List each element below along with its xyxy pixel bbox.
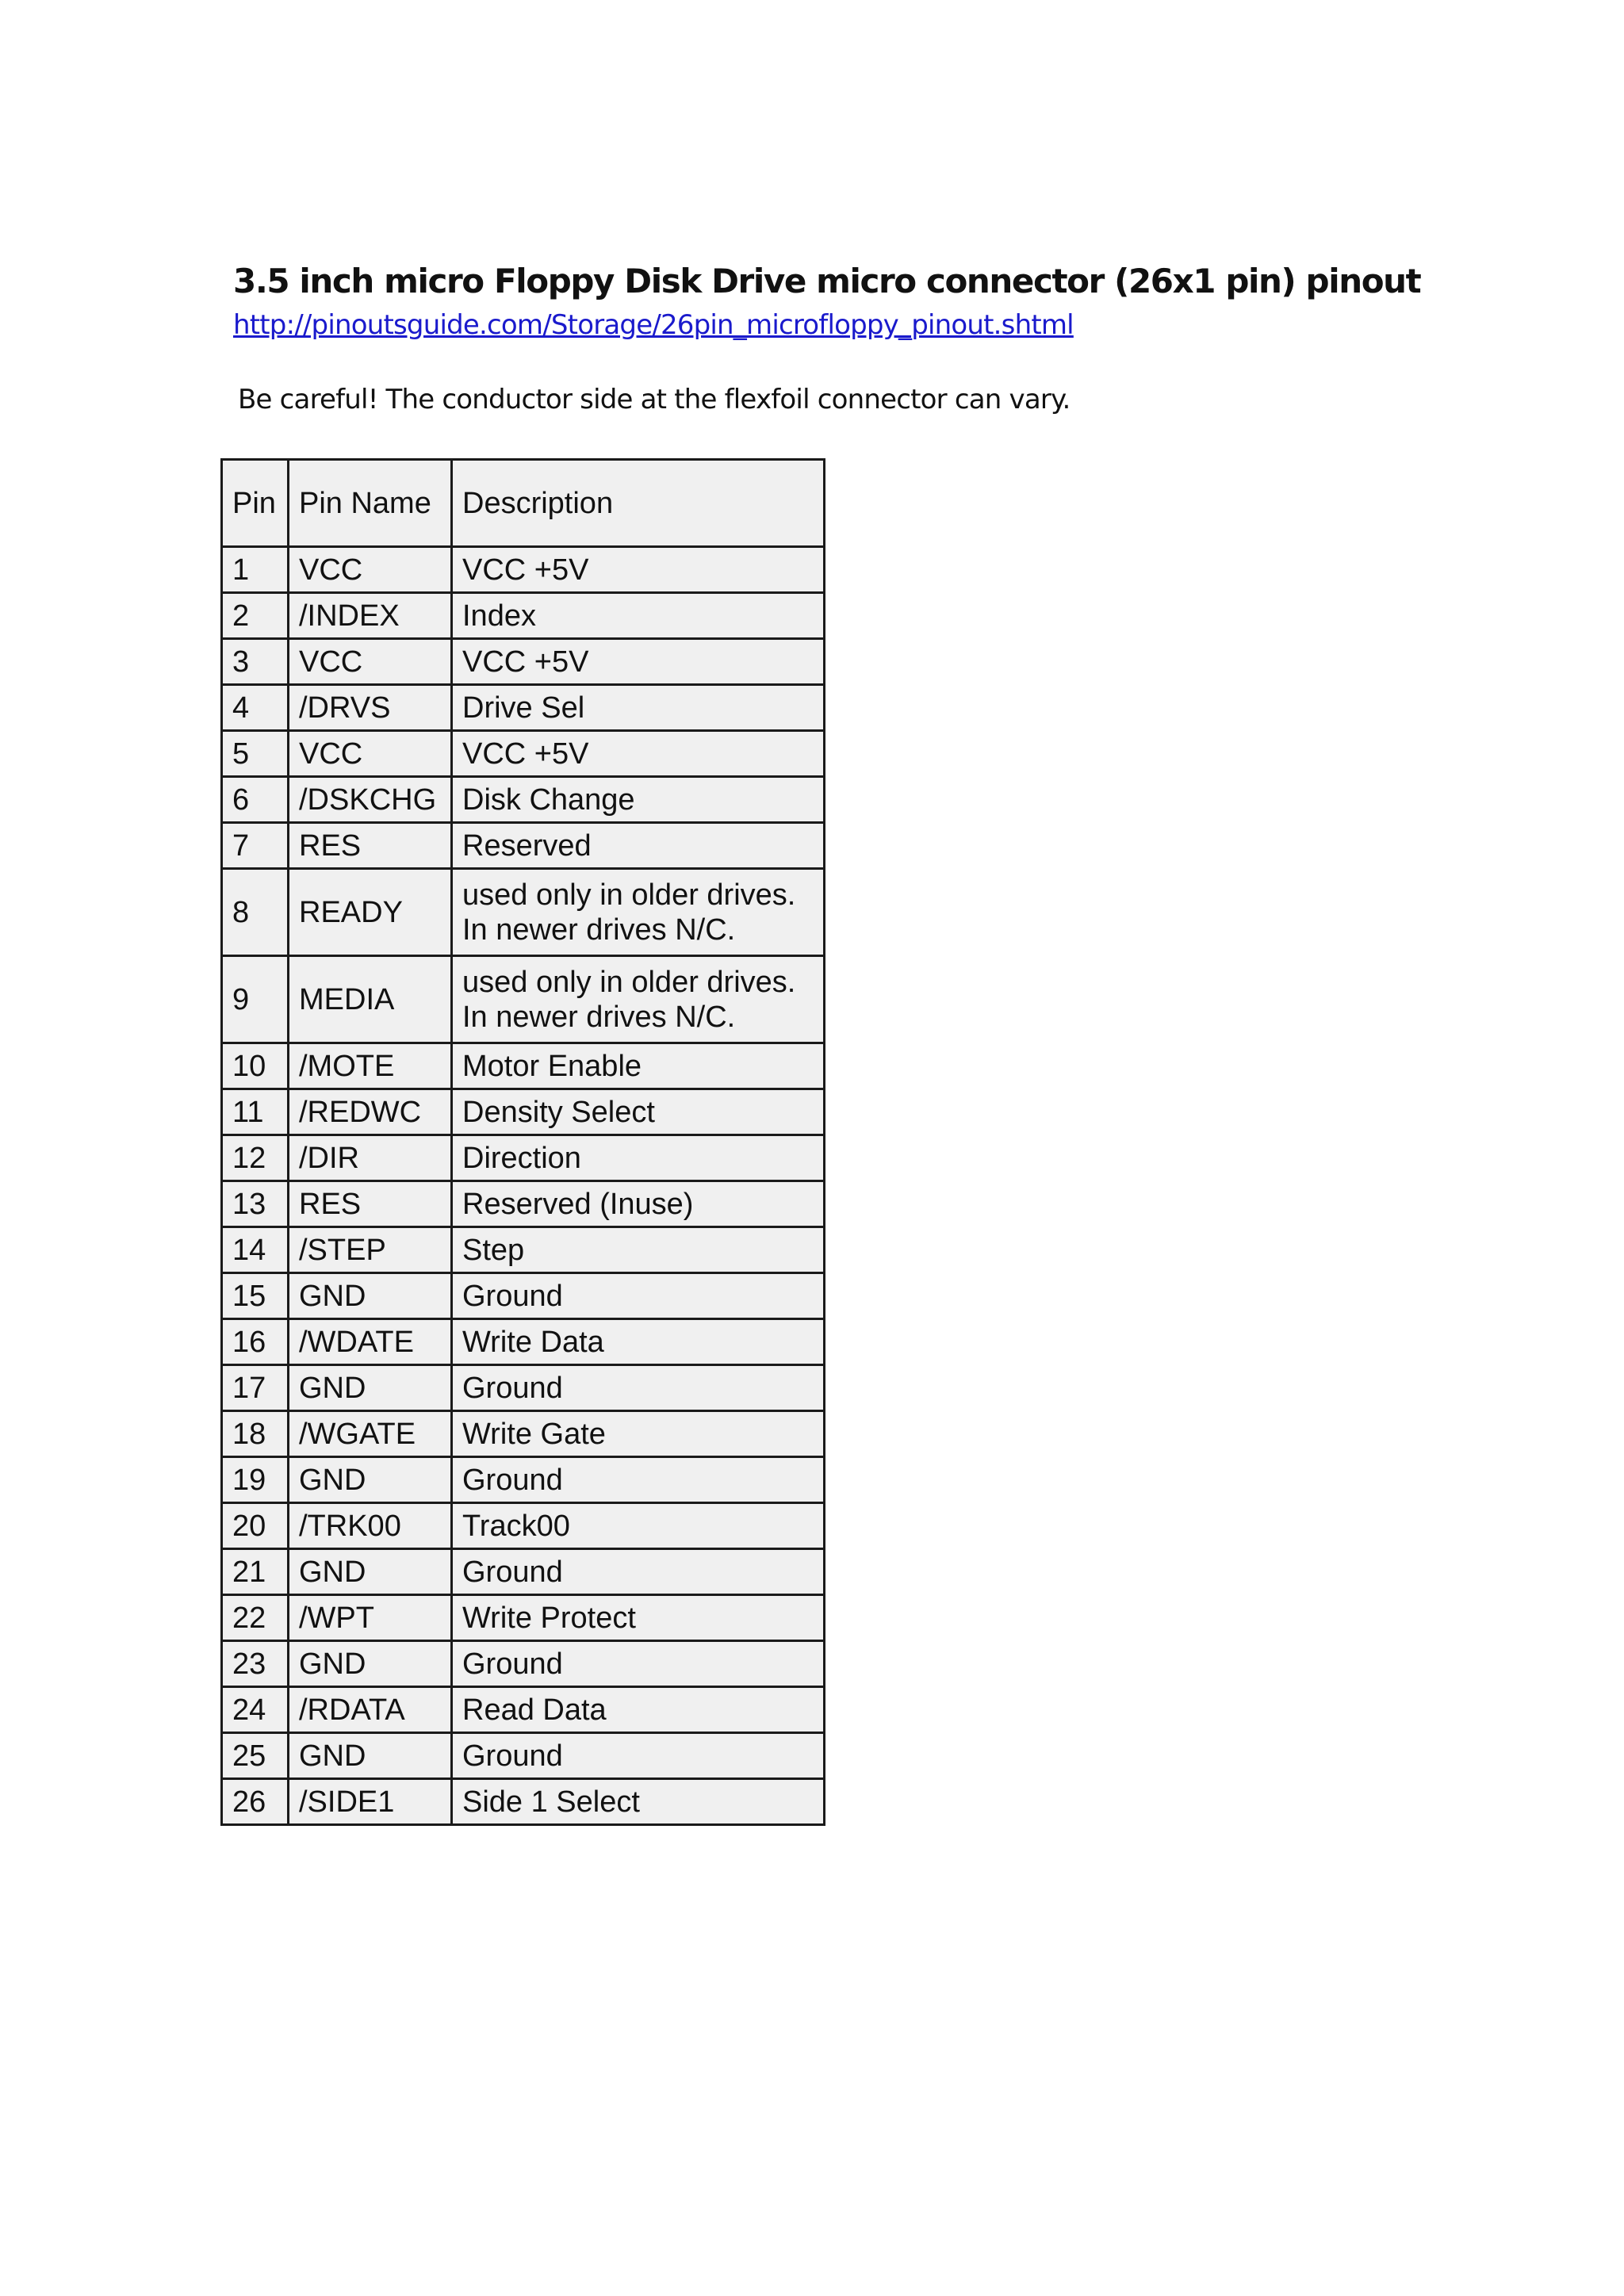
- table-row: [222, 1227, 825, 1273]
- pin-name-cell: /TRK00: [289, 1503, 452, 1549]
- table-row: [222, 1641, 825, 1687]
- pin-number-cell: 21: [222, 1549, 289, 1595]
- pin-number-cell: 8: [222, 869, 289, 956]
- pin-description-cell: Ground: [452, 1549, 825, 1595]
- pin-description-cell: Reserved: [452, 823, 825, 869]
- page-title: 3.5 inch micro Floppy Disk Drive micro connector (26x1 pin) pinout: [233, 262, 1421, 300]
- warning-note: Be careful! The conductor side at the flexfoil connector can vary.: [238, 384, 1071, 415]
- table-row: [222, 1411, 825, 1457]
- table-row: [222, 1457, 825, 1503]
- table-row: [222, 1503, 825, 1549]
- pin-name-cell: VCC: [289, 547, 452, 593]
- pin-name-cell: /DIR: [289, 1135, 452, 1181]
- header-description: Description: [452, 460, 825, 547]
- pin-name-cell: /WPT: [289, 1595, 452, 1641]
- pin-description-cell: Read Data: [452, 1687, 825, 1733]
- pin-number-cell: 6: [222, 777, 289, 823]
- pin-name-cell: RES: [289, 823, 452, 869]
- pin-name-cell: READY: [289, 869, 452, 956]
- pin-number-cell: 9: [222, 956, 289, 1043]
- table-row: [222, 956, 825, 1043]
- pin-number-cell: 20: [222, 1503, 289, 1549]
- pin-description-cell: Ground: [452, 1457, 825, 1503]
- pin-number-cell: 25: [222, 1733, 289, 1779]
- pin-number-cell: 18: [222, 1411, 289, 1457]
- pin-description-cell: Ground: [452, 1641, 825, 1687]
- pin-description-cell: VCC +5V: [452, 639, 825, 685]
- table-row: [222, 1319, 825, 1365]
- table-header-row: [222, 460, 825, 547]
- pin-name-cell: /DRVS: [289, 685, 452, 731]
- pin-number-cell: 4: [222, 685, 289, 731]
- pin-name-cell: RES: [289, 1181, 452, 1227]
- table-row: [222, 1181, 825, 1227]
- pin-description-cell: used only in older drives. In newer drives N/C.: [452, 869, 825, 956]
- table-row: [222, 1135, 825, 1181]
- pin-number-cell: 24: [222, 1687, 289, 1733]
- pin-number-cell: 16: [222, 1319, 289, 1365]
- pin-number-cell: 14: [222, 1227, 289, 1273]
- header-pin: Pin: [222, 460, 289, 547]
- pinout-table-body: [222, 547, 825, 1825]
- pin-name-cell: /WDATE: [289, 1319, 452, 1365]
- pin-name-cell: GND: [289, 1733, 452, 1779]
- pin-description-cell: Disk Change: [452, 777, 825, 823]
- pin-name-cell: /RDATA: [289, 1687, 452, 1733]
- table-row: [222, 639, 825, 685]
- pin-number-cell: 5: [222, 731, 289, 777]
- header-pin-name: Pin Name: [289, 460, 452, 547]
- table-row: [222, 1273, 825, 1319]
- pin-description-cell: Ground: [452, 1365, 825, 1411]
- pin-name-cell: GND: [289, 1457, 452, 1503]
- table-row: [222, 1089, 825, 1135]
- table-row: [222, 1043, 825, 1089]
- pin-description-cell: Side 1 Select: [452, 1779, 825, 1825]
- pin-name-cell: GND: [289, 1365, 452, 1411]
- pin-number-cell: 26: [222, 1779, 289, 1825]
- pin-name-cell: /INDEX: [289, 593, 452, 639]
- pin-name-cell: VCC: [289, 731, 452, 777]
- table-row: [222, 1549, 825, 1595]
- pin-name-cell: MEDIA: [289, 956, 452, 1043]
- pin-number-cell: 1: [222, 547, 289, 593]
- pin-number-cell: 22: [222, 1595, 289, 1641]
- pin-description-cell: used only in older drives. In newer drives N/C.: [452, 956, 825, 1043]
- table-row: [222, 547, 825, 593]
- table-row: [222, 823, 825, 869]
- pin-name-cell: /MOTE: [289, 1043, 452, 1089]
- pin-description-cell: Ground: [452, 1733, 825, 1779]
- pin-number-cell: 2: [222, 593, 289, 639]
- pin-name-cell: GND: [289, 1549, 452, 1595]
- pin-name-cell: GND: [289, 1273, 452, 1319]
- table-row: [222, 731, 825, 777]
- pin-description-cell: Write Data: [452, 1319, 825, 1365]
- pin-description-cell: Index: [452, 593, 825, 639]
- pin-name-cell: /SIDE1: [289, 1779, 452, 1825]
- pin-description-cell: Direction: [452, 1135, 825, 1181]
- table-row: [222, 777, 825, 823]
- pin-number-cell: 7: [222, 823, 289, 869]
- pin-description-cell: Reserved (Inuse): [452, 1181, 825, 1227]
- table-row: [222, 1687, 825, 1733]
- pin-description-cell: Motor Enable: [452, 1043, 825, 1089]
- pin-description-cell: VCC +5V: [452, 731, 825, 777]
- pin-description-cell: Ground: [452, 1273, 825, 1319]
- pin-name-cell: VCC: [289, 639, 452, 685]
- pin-number-cell: 10: [222, 1043, 289, 1089]
- table-row: [222, 593, 825, 639]
- table-row: [222, 685, 825, 731]
- pin-number-cell: 3: [222, 639, 289, 685]
- pin-number-cell: 13: [222, 1181, 289, 1227]
- pin-description-cell: Drive Sel: [452, 685, 825, 731]
- pin-name-cell: /WGATE: [289, 1411, 452, 1457]
- pin-description-cell: Track00: [452, 1503, 825, 1549]
- pin-number-cell: 19: [222, 1457, 289, 1503]
- table-row: [222, 1779, 825, 1825]
- pin-name-cell: /REDWC: [289, 1089, 452, 1135]
- pin-description-cell: VCC +5V: [452, 547, 825, 593]
- pin-number-cell: 17: [222, 1365, 289, 1411]
- pin-number-cell: 23: [222, 1641, 289, 1687]
- pin-name-cell: /STEP: [289, 1227, 452, 1273]
- pin-name-cell: /DSKCHG: [289, 777, 452, 823]
- pin-number-cell: 11: [222, 1089, 289, 1135]
- pinout-table: [220, 458, 825, 1826]
- source-link[interactable]: http://pinoutsguide.com/Storage/26pin_microfloppy_pinout.shtml: [233, 309, 1074, 341]
- pin-description-cell: Density Select: [452, 1089, 825, 1135]
- pin-description-cell: Write Gate: [452, 1411, 825, 1457]
- pin-number-cell: 12: [222, 1135, 289, 1181]
- pin-name-cell: GND: [289, 1641, 452, 1687]
- pin-description-cell: Write Protect: [452, 1595, 825, 1641]
- table-row: [222, 869, 825, 956]
- table-row: [222, 1365, 825, 1411]
- table-row: [222, 1595, 825, 1641]
- pin-description-cell: Step: [452, 1227, 825, 1273]
- table-row: [222, 1733, 825, 1779]
- pin-number-cell: 15: [222, 1273, 289, 1319]
